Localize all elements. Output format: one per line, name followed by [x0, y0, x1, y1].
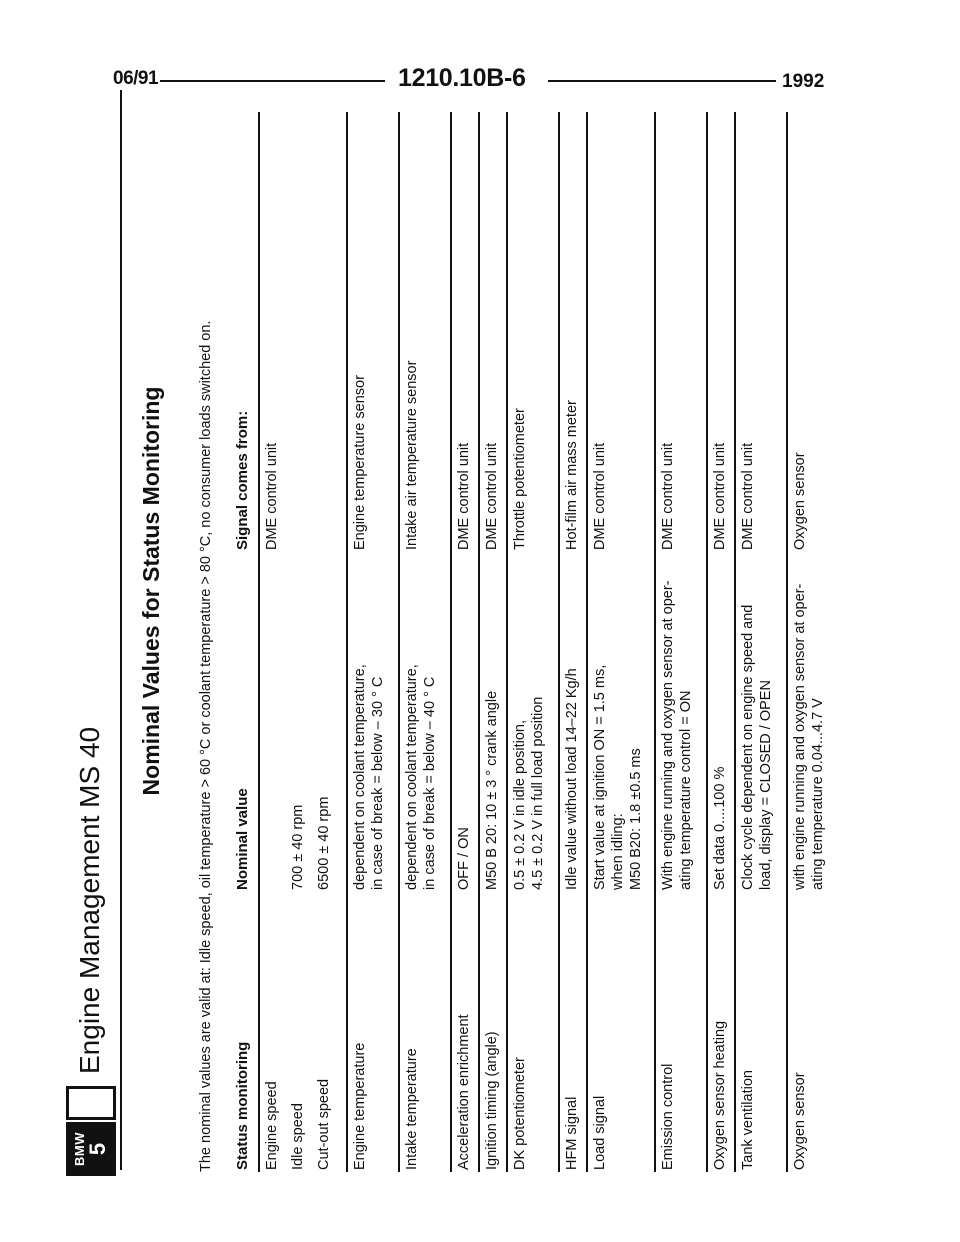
- cell-line: M50 B20: 1.8 ±0.5 ms: [628, 748, 644, 890]
- cell-line: Idle value without load 14–22 Kg/h: [564, 668, 580, 890]
- intro-text: The nominal values are valid at: Idle speed, oil temperature > 60 °C or coolant temperature > 80 °C, no consumer loads switched on.: [198, 320, 214, 1172]
- section-title: Engine Management MS 40: [74, 726, 105, 1074]
- cell-line: DME control unit: [740, 442, 756, 550]
- cell-source: [351, 375, 369, 550]
- table-row: [734, 112, 786, 1172]
- cell-status: [791, 1072, 809, 1170]
- cell-status: [659, 1064, 677, 1170]
- cell-nominal: [511, 697, 547, 890]
- date-code: 06/91: [113, 68, 159, 89]
- cell-status: [739, 1070, 757, 1170]
- page-title: Nominal Values for Status Monitoring: [138, 386, 164, 796]
- header-status: Status monitoring: [234, 1041, 251, 1170]
- cell-source: [511, 408, 529, 550]
- cell-source: [263, 443, 281, 550]
- table-row: [478, 112, 506, 1172]
- cell-nominal: [791, 584, 827, 890]
- cell-status: [711, 1021, 729, 1170]
- cell-line: OFF / ON: [456, 827, 472, 890]
- cell-source: [711, 443, 729, 550]
- cell-line: Start value at ignition ON = 1.5 ms,: [592, 664, 608, 890]
- cell-line: Engine speed: [264, 1081, 280, 1170]
- cell-line: Oxygen sensor: [792, 452, 808, 550]
- cell-line: Oxygen sensor heating: [712, 1020, 728, 1170]
- cell-line: with engine running and oxygen sensor at oper-: [792, 583, 808, 890]
- badge-top: BMW: [72, 1132, 87, 1166]
- cell-line: Intake air temperature sensor: [404, 360, 420, 550]
- cell-line: dependent on coolant temperature,: [404, 664, 420, 890]
- cell-line: Set data 0....100 %: [712, 766, 728, 890]
- cell-line: Idle speed: [290, 1103, 306, 1170]
- cell-line: DME control unit: [484, 442, 500, 550]
- table-header: [228, 112, 258, 1172]
- values-table: [228, 112, 838, 1172]
- cell-line: DME control unit: [264, 442, 280, 550]
- table-row: [654, 112, 706, 1172]
- cell-source: [455, 443, 473, 550]
- cell-line: Load signal: [592, 1095, 608, 1170]
- cell-line: 700 ± 40 rpm: [290, 804, 306, 890]
- cell-line: DME control unit: [712, 442, 728, 550]
- cell-line: DK potentiometer: [512, 1057, 528, 1170]
- table-row: [506, 112, 558, 1172]
- cell-line: Throttle potentiometer: [512, 408, 528, 550]
- cell-line: dependent on coolant temperature,: [352, 664, 368, 890]
- header-nominal: Nominal value: [234, 788, 251, 890]
- cell-line: Emission control: [660, 1063, 676, 1170]
- cell-source: [403, 361, 421, 550]
- cell-status: [511, 1057, 529, 1170]
- cell-line: Oxygen sensor: [792, 1072, 808, 1170]
- cell-nominal: [659, 580, 695, 890]
- cell-status: [403, 1048, 421, 1170]
- table-row: [706, 112, 734, 1172]
- doc-number: 1210.10B-6: [398, 64, 526, 92]
- cell-nominal: [263, 797, 333, 890]
- badge-bottom: 5: [85, 1142, 110, 1156]
- cell-line: DME control unit: [660, 442, 676, 550]
- cell-nominal: [403, 664, 439, 890]
- cell-nominal: [739, 605, 775, 890]
- cell-line: 4.5 ± 0.2 V in full load position: [530, 696, 546, 890]
- table-body: [258, 112, 838, 1172]
- table-row: [398, 112, 450, 1172]
- cell-status: [591, 1096, 609, 1170]
- cell-line: load, display = CLOSED / OPEN: [758, 680, 774, 890]
- cell-status: [455, 1014, 473, 1170]
- cell-line: Hot-film air mass meter: [564, 400, 580, 550]
- cell-status: [351, 1043, 369, 1170]
- table-row: [586, 112, 654, 1172]
- cell-line: Intake temperature: [404, 1048, 420, 1170]
- cell-nominal: [711, 767, 729, 890]
- table-row: [346, 112, 398, 1172]
- cell-line: 0.5 ± 0.2 V in idle position,: [512, 720, 528, 890]
- cell-line: DME control unit: [456, 442, 472, 550]
- cell-line: [263, 797, 281, 890]
- cell-line: With engine running and oxygen sensor at oper-: [660, 580, 676, 890]
- cell-line: 6500 ± 40 rpm: [316, 796, 332, 890]
- cell-line: in case of break = below – 40 ° C: [422, 676, 438, 890]
- cell-line: M50 B 20: 10 ± 3 ° crank angle: [484, 690, 500, 890]
- cell-nominal: [591, 665, 645, 890]
- year: 1992: [782, 71, 825, 92]
- cell-line: HFM signal: [564, 1096, 580, 1170]
- cell-source: [739, 443, 757, 550]
- table-row: [450, 112, 478, 1172]
- cell-line: ating temperature 0.04...4.7 V: [810, 698, 826, 890]
- cell-nominal: [351, 664, 387, 890]
- cell-nominal: [483, 691, 501, 890]
- cell-source: [591, 443, 609, 550]
- cell-line: in case of break = below – 30 ° C: [370, 676, 386, 890]
- table-row: [558, 112, 586, 1172]
- cell-line: Clock cycle dependent on engine speed and: [740, 604, 756, 890]
- cell-source: [791, 452, 809, 550]
- cell-nominal: [563, 668, 581, 890]
- bmw-badge: [66, 1122, 116, 1176]
- cell-line: ating temperature control = ON: [678, 690, 694, 890]
- cell-source: [659, 443, 677, 550]
- badge-box: [66, 1086, 116, 1120]
- table-row: [786, 112, 838, 1172]
- cell-nominal: [455, 827, 473, 890]
- cell-line: Engine temperature sensor: [352, 375, 368, 550]
- cell-status: [483, 1031, 501, 1170]
- cell-status: [263, 1079, 333, 1170]
- cell-source: [563, 400, 581, 550]
- cell-line: DME control unit: [592, 442, 608, 550]
- cell-line: Tank ventilation: [740, 1070, 756, 1170]
- table-row: [258, 112, 346, 1172]
- cell-source: [483, 443, 501, 550]
- cell-line: Engine temperature: [352, 1042, 368, 1170]
- cell-line: Ignition timing (angle): [484, 1031, 500, 1170]
- cell-line: Cut-out speed: [316, 1078, 332, 1170]
- cell-line: when idling:: [610, 813, 626, 890]
- cell-line: Acceleration enrichment: [456, 1014, 472, 1170]
- header-source: Signal comes from:: [234, 410, 251, 550]
- cell-status: [563, 1097, 581, 1170]
